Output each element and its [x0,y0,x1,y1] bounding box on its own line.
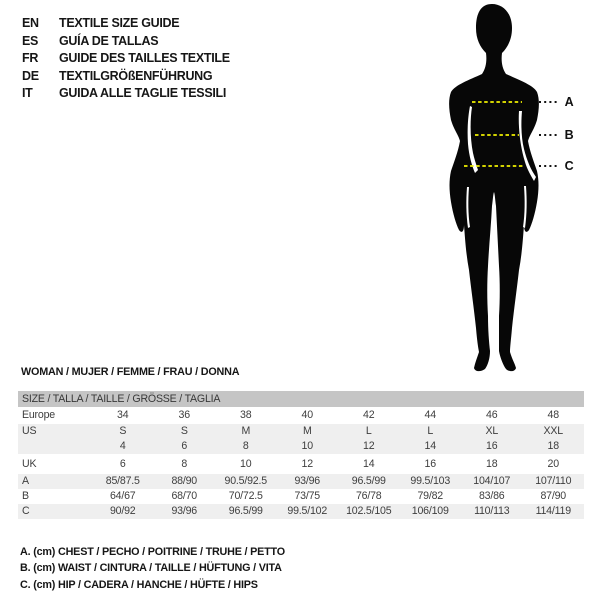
size-value: M [241,425,251,437]
guide-title: TEXTILE SIZE GUIDE [59,16,180,30]
size-value: L [427,425,434,437]
size-value: 6 [181,440,188,452]
language-code: DE [22,68,39,83]
size-value: 18 [547,440,559,452]
size-value: 48 [547,409,559,421]
size-value: 44 [424,409,436,421]
size-table-header: SIZE / TALLA / TAILLE / GRÖSSE / TAGLIA [18,391,584,407]
language-row [22,15,230,33]
size-value: XL [485,425,499,437]
size-value: 16 [424,458,436,470]
size-value: 90.5/92.5 [224,475,267,487]
table-row [18,439,584,454]
row-label: US [22,425,37,437]
size-value: 20 [547,458,559,470]
woman-silhouette [440,0,600,380]
size-value: S [180,425,188,437]
size-value: 114/119 [535,505,571,517]
size-value: 8 [242,440,249,452]
size-value: 6 [119,458,126,470]
size-value: 99.5/103 [410,475,451,487]
language-code: ES [22,33,39,48]
size-value: 79/82 [417,490,443,502]
language-code: EN [22,16,39,30]
row-label: Europe [22,409,55,421]
size-value: 96.5/99 [228,505,263,517]
table-row [18,454,584,474]
language-row [22,85,230,103]
size-value: 88/90 [171,475,197,487]
size-value: 68/70 [171,490,197,502]
size-table [18,391,584,519]
size-value: 93/96 [294,475,320,487]
size-value: 12 [363,440,375,452]
size-value: 99.5/102 [287,505,328,517]
size-value: 102.5/105 [346,505,392,517]
language-row [22,33,230,51]
size-value: 70/72.5 [228,490,263,502]
size-value: 46 [486,409,498,421]
size-value: S [119,425,127,437]
language-row [22,50,230,68]
row-label: B [22,490,29,502]
size-value: 38 [240,409,252,421]
language-row [22,68,230,86]
size-value: M [302,425,312,437]
row-label: A [22,475,29,487]
language-code: FR [22,51,39,65]
size-value: 34 [117,409,129,421]
guide-title: TEXTILGRÖßENFÜHRUNG [59,68,213,83]
table-row [18,504,584,519]
size-value: 85/87.5 [105,475,140,487]
size-value: L [365,425,372,437]
row-label: C [22,505,30,517]
guide-title: GUIDA ALLE TAGLIE TESSILI [59,86,227,100]
marker-label-chest: A [564,95,574,109]
size-value: 104/107 [473,475,511,487]
size-value: 106/109 [411,505,449,517]
marker-label-waist: B [564,128,574,142]
size-value: 18 [486,458,498,470]
size-value: 110/113 [474,505,510,517]
size-value: 10 [240,458,252,470]
guide-title: GUÍA DE TALLAS [59,33,159,48]
size-value: 10 [301,440,313,452]
table-row [18,474,584,489]
table-row [18,424,584,439]
size-value: 36 [178,409,190,421]
size-value: 96.5/99 [351,475,386,487]
size-value: 93/96 [171,505,197,517]
size-value: 64/67 [109,490,136,502]
size-value: 90/92 [109,505,136,517]
size-value: 73/75 [294,490,320,502]
measurement-legend [20,544,285,593]
size-value: 76/78 [355,490,382,502]
size-value: 8 [181,458,188,470]
size-value: 4 [119,440,126,452]
size-value: 107/110 [535,475,572,487]
legend-waist: B. (cm) WAIST / CINTURA / TAILLE / HÜFTUNG / VITA [20,562,282,575]
size-value: 40 [301,409,313,421]
size-value: 14 [363,458,375,470]
section-title-woman: WOMAN / MUJER / FEMME / FRAU / DONNA [21,366,240,378]
table-row [18,407,584,424]
legend-chest: A. (cm) CHEST / PECHO / POITRINE / TRUHE / PETTO [20,546,285,558]
woman-silhouette-figure [440,0,600,380]
legend-hip: C. (cm) HIP / CADERA / HANCHE / HÜFTE / HIPS [20,578,258,591]
size-value: 12 [301,458,313,470]
size-value: 83/86 [478,490,505,502]
guide-title: GUIDE DES TAILLES TEXTILE [59,51,230,65]
row-label [18,439,92,454]
marker-label-hip: C [564,159,574,173]
size-value: XXL [543,425,563,437]
size-value: 16 [486,440,498,452]
size-table-body [18,407,584,519]
size-value: 14 [424,440,436,452]
language-code: IT [22,86,33,100]
row-label: UK [22,458,37,470]
size-value: 87/90 [540,490,566,502]
size-value: 42 [363,409,375,421]
table-row [18,489,584,504]
language-title-list [22,15,230,103]
